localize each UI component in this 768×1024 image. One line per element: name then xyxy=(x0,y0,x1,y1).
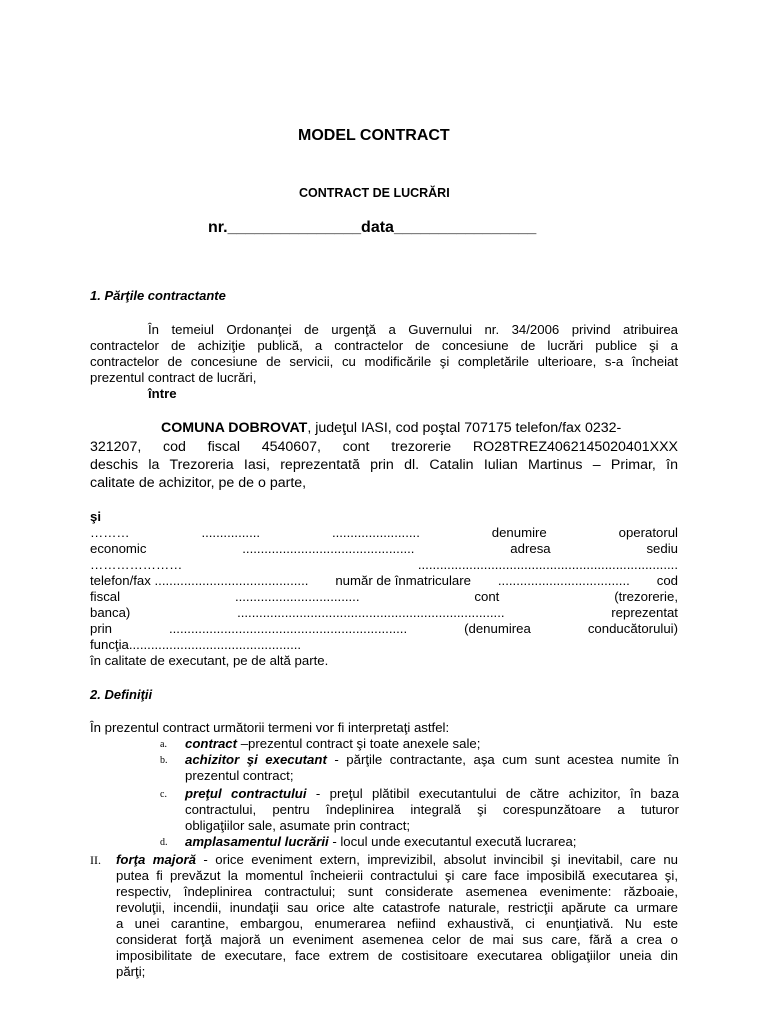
list-marker: b. xyxy=(160,755,168,766)
document-title: MODEL CONTRACT xyxy=(298,127,450,144)
party2-cell: ………………… xyxy=(90,557,183,572)
functia-line: funcţia............................................... xyxy=(90,637,302,652)
section2-heading: 2. Definiţii xyxy=(90,687,153,702)
definition-continuation: a unei carantine, embargou, enumerarea nefiind exhaustivă, ci enunţiativă. Nu este xyxy=(116,916,678,931)
executant-line: în calitate de executant, pe de altă parte. xyxy=(90,653,329,668)
party1-name: COMUNA DOBROVAT xyxy=(161,420,308,436)
section1-intro-line: contractelor de achiziţie publică, a contractelor de concesiune de lucrări publice şi a xyxy=(90,338,678,353)
party2-row xyxy=(90,557,678,573)
list-marker: II. xyxy=(90,853,101,867)
definition-item xyxy=(116,852,678,868)
party2-cell: reprezentat xyxy=(611,605,678,620)
party2-row xyxy=(90,573,678,589)
party1-line: deschis la Trezoreria Iasi, reprezentată prin dl. Catalin Iulian Martinus – Primar, în xyxy=(90,457,678,473)
definition-item xyxy=(185,736,480,752)
definition-continuation: respectiv, îndeplinirea contractului; sunt considerate asemenea evenimente: războaie, xyxy=(116,884,678,899)
party2-cell: ……… xyxy=(90,525,130,540)
section2-intro: În prezentul contract următorii termeni vor fi interpretaţi astfel: xyxy=(90,720,450,735)
definition-text: - preţul plătibil executantului de către achizitor, în baza xyxy=(306,786,680,801)
party2-row xyxy=(90,621,678,637)
definition-continuation: revoluţii, incendii, inundaţii sau orice alte catastrofe naturale, restricţii apărute ca urmare xyxy=(116,900,678,915)
definition-text: –prezentul contract şi toate anexele sale; xyxy=(237,736,481,751)
definition-term: forţa majoră xyxy=(116,852,196,867)
party2-cell: ......................................................................... xyxy=(237,605,505,620)
party2-cell: prin xyxy=(90,621,112,636)
party1-line1-text: , judeţul IASI, cod poştal 707175 telefon/fax 0232- xyxy=(307,420,622,436)
definition-text: - părţile contractante, aşa cum sunt acestea numite în xyxy=(326,752,679,767)
party2-cell: economic xyxy=(90,541,147,556)
party2-row xyxy=(90,589,678,605)
definition-continuation: considerat forţă majoră un eveniment asemenea celor de mai sus care, fără a crea o xyxy=(116,932,678,947)
party2-row xyxy=(90,525,678,541)
list-marker: d. xyxy=(160,837,168,848)
party2-cell: .................................. xyxy=(234,589,360,604)
definition-continuation: prezentul contract; xyxy=(185,768,294,783)
party2-cell: telefon/fax .......................................... xyxy=(90,573,309,588)
party2-cell: conducătorului) xyxy=(587,621,678,636)
party2-cell: ................................................................. xyxy=(168,621,408,636)
party2-cell: (trezorerie, xyxy=(614,589,678,604)
definition-text: - locul unde executantul execută lucrarea; xyxy=(328,834,577,849)
definition-item xyxy=(185,834,576,850)
party2-cell: fiscal xyxy=(90,589,121,604)
party1-line: 321207, cod fiscal 4540607, cont trezorerie RO28TREZ4062145020401XXX xyxy=(90,439,678,455)
party2-cell: sediu xyxy=(646,541,678,556)
party2-cell: ............................................... xyxy=(242,541,415,556)
section1-intro-line: În temeiul Ordonanţei de urgenţă a Guvernului nr. 34/2006 privind atribuirea xyxy=(148,322,678,337)
party2-cell: număr de înmatriculare xyxy=(335,573,471,588)
definition-text: - orice eveniment extern, imprevizibil, absolut invincibil şi inevitabil, care nu xyxy=(196,852,678,867)
si-label: şi xyxy=(90,509,101,524)
definition-item xyxy=(185,786,679,802)
intre-label: între xyxy=(148,386,177,401)
contract-number-date-line: nr._______________data________________ xyxy=(208,219,537,236)
definition-continuation: obligaţiilor sale, asumate prin contract; xyxy=(185,818,411,833)
definition-term: contract xyxy=(185,736,238,751)
party2-cell: cod xyxy=(656,573,678,588)
party2-cell: ....................................................................... xyxy=(417,557,678,572)
party2-row xyxy=(90,605,678,621)
definition-continuation: părţi; xyxy=(116,964,146,979)
party2-cell: adresa xyxy=(510,541,551,556)
party2-row xyxy=(90,541,678,557)
section1-heading: 1. Părţile contractante xyxy=(90,288,226,303)
party2-cell: operatorul xyxy=(618,525,678,540)
definition-continuation: contractului, pentru îndeplinirea integrală şi corespunzătoare a tuturor xyxy=(185,802,679,817)
definition-term: amplasamentul lucrării xyxy=(185,834,329,849)
party2-cell: banca) xyxy=(90,605,131,620)
party2-cell: .................................... xyxy=(497,573,630,588)
section1-intro-line: contractelor de concesiune de servicii, cu modificările şi completările ulterioare, s-a încheiat xyxy=(90,354,678,369)
section1-intro-line: prezentul contract de lucrări, xyxy=(90,370,257,385)
party2-cell: cont xyxy=(474,589,500,604)
definition-continuation: imposibilitate de executare, face extrem de costisitoare executarea obligaţiilor uneia din xyxy=(116,948,678,963)
definition-item xyxy=(185,752,679,768)
definition-term: preţul contractului xyxy=(185,786,307,801)
party2-cell: denumire xyxy=(491,525,547,540)
definition-term: achizitor şi executant xyxy=(185,752,327,767)
party2-cell: (denumirea xyxy=(464,621,531,636)
document-subtitle: CONTRACT DE LUCRĂRI xyxy=(299,186,450,200)
party1-first-line xyxy=(161,419,679,437)
party2-cell: ................ xyxy=(201,525,261,540)
list-marker: c. xyxy=(160,789,167,800)
party2-cell: ........................ xyxy=(331,525,420,540)
definition-continuation: putea fi prevăzut la momentul încheierii contractului şi care face imposibilă executarea şi, xyxy=(116,868,678,883)
party1-line: calitate de achizitor, pe de o parte, xyxy=(90,475,307,491)
list-marker: a. xyxy=(160,739,167,750)
